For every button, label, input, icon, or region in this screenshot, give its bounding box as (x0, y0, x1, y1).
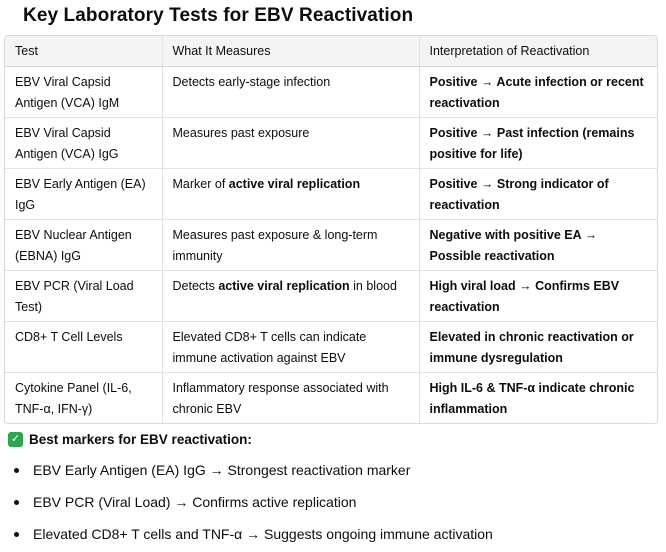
cell-test: CD8+ T Cell Levels (5, 322, 162, 373)
cell-interpretation: High IL-6 & TNF-α indicate chronic inflammation (419, 373, 657, 424)
measure-emphasis: active viral replication (228, 177, 361, 191)
cell-interpretation: High viral load → Confirms EBV reactivation (419, 271, 657, 322)
table-row (5, 322, 657, 373)
measure-text: Measures past exposure (172, 126, 310, 140)
table-row (5, 118, 657, 169)
cell-interpretation: Positive → Strong indicator of reactivation (419, 169, 657, 220)
measure-text: Detects (172, 279, 219, 293)
cell-interpretation: Negative with positive EA → Possible reactivation (419, 220, 657, 271)
cell-measure (162, 67, 419, 118)
table-row (5, 169, 657, 220)
measure-text: Marker of (172, 177, 229, 191)
cell-measure (162, 271, 419, 322)
summary-heading-row (8, 429, 252, 449)
bullet-text: EBV PCR (Viral Load) → Confirms active replication (33, 494, 357, 510)
table-row (5, 373, 657, 424)
cell-measure (162, 373, 419, 424)
cell-test: Cytokine Panel (IL-6, TNF-α, IFN-γ) (5, 373, 162, 424)
measure-text: Measures past exposure & long-term immunity (172, 228, 378, 263)
summary-heading: Best markers for EBV reactivation: (29, 431, 252, 447)
bullet-text: Elevated CD8+ T cells and TNF-α → Suggests ongoing immune activation (33, 526, 493, 542)
measure-text: Inflammatory response associated with chronic EBV (172, 381, 389, 416)
bullet-icon (14, 532, 19, 537)
cell-interpretation: Elevated in chronic reactivation or immune dysregulation (419, 322, 657, 373)
measure-text: in blood (349, 279, 397, 293)
cell-test: EBV Viral Capsid Antigen (VCA) IgG (5, 118, 162, 169)
bullet-icon (14, 500, 19, 505)
cell-measure (162, 169, 419, 220)
summary-bullet-list (0, 454, 493, 550)
cell-measure (162, 118, 419, 169)
lab-tests-table-container (4, 35, 658, 424)
table-row (5, 220, 657, 271)
cell-test: EBV Early Antigen (EA) IgG (5, 169, 162, 220)
table-header-row (5, 36, 657, 67)
measure-text: Detects early-stage infection (172, 75, 331, 89)
table-row (5, 271, 657, 322)
cell-test: EBV Nuclear Antigen (EBNA) IgG (5, 220, 162, 271)
page-title: Key Laboratory Tests for EBV Reactivation (23, 5, 414, 26)
column-header-what-it-measures: What It Measures (162, 36, 419, 67)
list-item (0, 454, 493, 486)
cell-measure (162, 220, 419, 271)
table-row (5, 67, 657, 118)
cell-test: EBV PCR (Viral Load Test) (5, 271, 162, 322)
cell-interpretation: Positive → Past infection (remains positive for life) (419, 118, 657, 169)
bullet-text: EBV Early Antigen (EA) IgG → Strongest reactivation marker (33, 462, 411, 478)
checkmark-icon: ✓ (8, 432, 23, 447)
lab-tests-table (5, 36, 657, 423)
cell-measure (162, 322, 419, 373)
list-item (0, 486, 493, 518)
cell-test: EBV Viral Capsid Antigen (VCA) IgM (15, 75, 120, 110)
cell-interpretation: Positive → Acute infection or recent reactivation (419, 67, 657, 118)
measure-emphasis: active viral replication (218, 279, 350, 293)
column-header-test: Test (5, 36, 162, 67)
column-header-interpretation: Interpretation of Reactivation (419, 36, 657, 67)
bullet-icon (14, 468, 19, 473)
list-item (0, 518, 493, 550)
measure-text: Elevated CD8+ T cells can indicate immune activation against EBV (172, 330, 367, 365)
